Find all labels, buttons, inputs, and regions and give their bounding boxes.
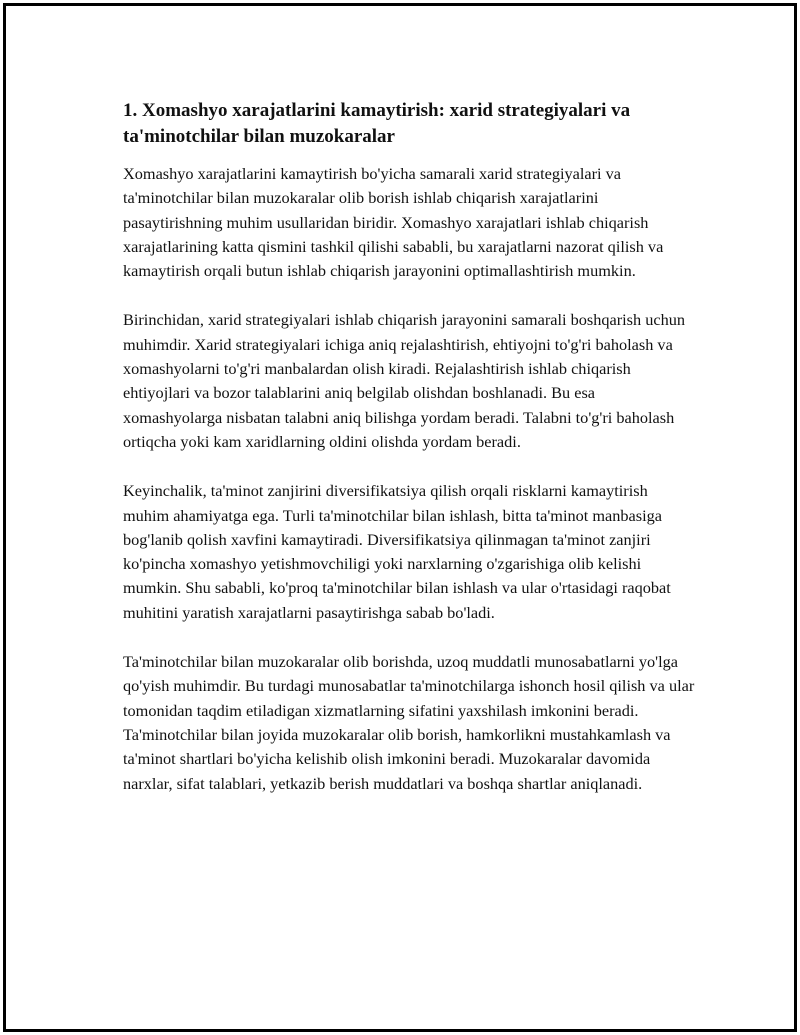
- paragraph-1: Xomashyo xarajatlarini kamaytirish bo'yicha samarali xarid strategiyalari va ta'minotchilar bilan muzokaralar olib borish ishlab chiqarish xarajatlarini pasaytirishning muhim usullaridan biridir. Xomashyo xarajatlari ishlab chiqarish xarajatlarining katta qismini tashkil qilishi sababli, bu xarajatlarni nazorat qilish va kamaytirish orqali butun ishlab chiqarish jarayonini optimallashtirish mumkin.: [123, 164, 664, 281]
- section-heading: 1. Xomashyo xarajatlarini kamaytirish: xarid strategiyalari va ta'minotchilar bilan muzokaralar: [123, 100, 631, 147]
- paragraph-3: Keyinchalik, ta'minot zanjirini diversifikatsiya qilish orqali risklarni kamaytirish muhim ahamiyatga ega. Turli ta'minotchilar bilan ishlash, bitta ta'minot manbasiga bog'lanib qolish xavfini kamaytiradi. Diversifikatsiya qilinmagan ta'minot zanjiri ko'pincha xomashyo yetishmovchiligi yoki narxlarning o'zgarishiga olib kelishi mumkin. Shu sababli, ko'proq ta'minotchilar bilan ishlash va ular o'rtasidagi raqobat muhitini yaratish xarajatlarni pasaytirishga sabab bo'ladi.: [123, 481, 671, 622]
- document-body: [123, 98, 695, 821]
- paragraph-4: Ta'minotchilar bilan muzokaralar olib borishda, uzoq muddatli munosabatlarni yo'lga qo'yish muhimdir. Bu turdagi munosabatlar ta'minotchilarga ishonch hosil qilish va ular tomonidan taqdim etiladigan xizmatlarning sifatini yaxshilash imkonini beradi. Ta'minotchilar bilan joyida muzokaralar olib borish, hamkorlikni mustahkamlash va ta'minot shartlari bo'yicha kelishib olish imkonini beradi. Muzokaralar davomida narxlar, sifat talablari, yetkazib berish muddatlari va boshqa shartlar aniqlanadi.: [123, 652, 695, 793]
- page-frame: [3, 3, 797, 1032]
- paragraph-2: Birinchidan, xarid strategiyalari ishlab chiqarish jarayonini samarali boshqarish uchun muhimdir. Xarid strategiyalari ichiga aniq rejalashtirish, ehtiyojni to'g'ri baholash va xomashyolarni to'g'ri manbalardan olish kiradi. Rejalashtirish ishlab chiqarish ehtiyojlari va bozor talablarini aniq belgilab olishdan boshlanadi. Bu esa xomashyolarga nisbatan talabni aniq bilishga yordam beradi. Talabni to'g'ri baholash ortiqcha yoki kam xaridlarning oldini olishda yordam beradi.: [123, 310, 685, 451]
